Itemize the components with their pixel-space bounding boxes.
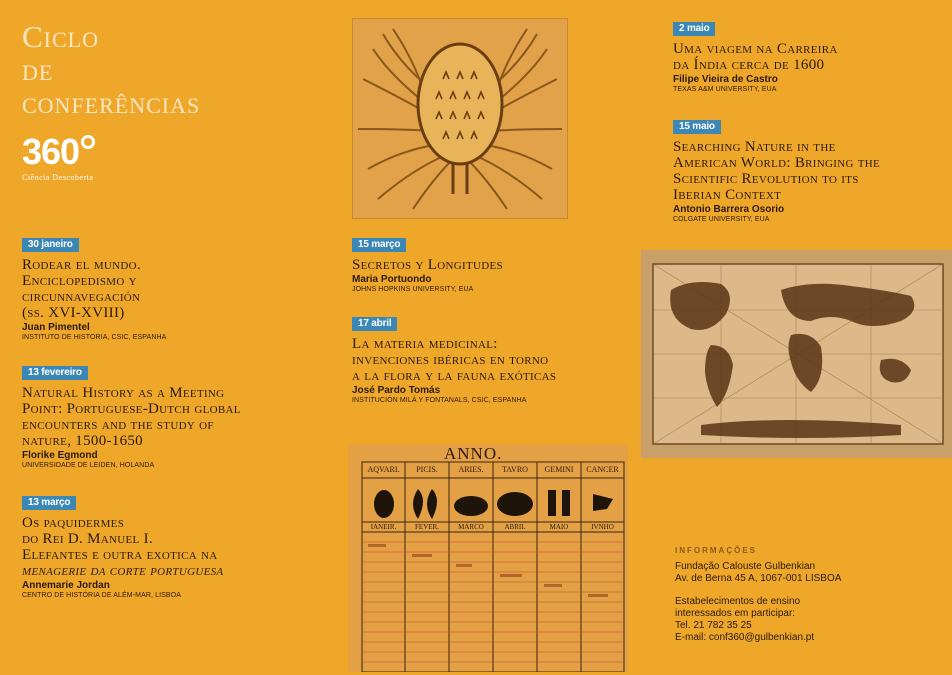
- event-speaker: José Pardo Tomás: [352, 385, 441, 396]
- event-title-line: invenciones ibéricas en torno: [352, 352, 549, 368]
- month-label: IANEIR.: [370, 523, 397, 531]
- sign-label: ARIES.: [458, 465, 484, 474]
- almanac-signs-row: [362, 465, 624, 474]
- event-title-line: da Índia cerca de 1600: [673, 57, 825, 73]
- info-phone: Tel. 21 782 35 25: [675, 620, 752, 631]
- event-title: [22, 257, 166, 321]
- title-line: conferências: [22, 85, 201, 120]
- sign-label: CANCER: [586, 465, 619, 474]
- event-institution: JOHNS HOPKINS UNIVERSITY, EUA: [352, 286, 474, 293]
- sign-label: AQVARI.: [367, 465, 400, 474]
- event-institution: CENTRO DE HISTÓRIA DE ALÉM-MAR, LISBOA: [22, 592, 181, 599]
- event-3: [22, 492, 223, 599]
- logo-number: 360: [22, 131, 80, 172]
- event-title-line: a la flora y la fauna exóticas: [352, 368, 557, 384]
- info-line: Estabelecimentos de ensino: [675, 596, 801, 607]
- event-date: 2 maio: [673, 22, 715, 36]
- sign-label: TAVRO: [502, 465, 528, 474]
- event-title: [673, 41, 838, 73]
- month-label: ABRIL: [504, 523, 526, 531]
- event-institution: INSTITUTO DE HISTORIA, CSIC, ESPANHA: [22, 334, 167, 341]
- almanac-months-row: [362, 523, 624, 531]
- event-4: [352, 234, 503, 293]
- event-title-line: nature, 1500-1650: [22, 433, 143, 449]
- event-6: [673, 18, 838, 93]
- month-label: MAIO: [549, 523, 569, 531]
- event-title-line: Scientific Revolution to its: [673, 171, 859, 187]
- logo-360: [22, 131, 95, 182]
- event-title-line: Os paquidermes: [22, 515, 125, 531]
- event-title-line: La materia medicinal:: [352, 336, 498, 352]
- month-label: MARCO: [458, 523, 484, 531]
- event-2: [22, 362, 241, 469]
- month-label: FEVER.: [415, 523, 439, 531]
- event-5: [352, 313, 556, 404]
- event-speaker: Juan Pimentel: [22, 322, 90, 333]
- event-date: 15 março: [352, 238, 406, 252]
- event-title-line: Rodear el mundo.: [22, 257, 141, 273]
- event-title-line: American World: Bringing the: [673, 155, 881, 171]
- event-institution: UNIVERSIDADE DE LEIDEN, HOLANDA: [22, 462, 155, 469]
- event-title-line: encounters and the study of: [22, 417, 214, 433]
- sign-label: GEMINI: [544, 465, 574, 474]
- logo-ring-icon: [81, 135, 95, 149]
- title-line: Ciclo: [22, 19, 100, 54]
- info-heading: INFORMAÇÕES: [675, 546, 757, 555]
- event-institution: INSTITUCIÓN MILÁ Y FONTANALS, CSIC, ESPANHA: [352, 397, 527, 404]
- event-title-line: Elefantes e outra exotica na: [22, 547, 218, 563]
- info-line: Av. de Berna 45 A, 1067-001 LISBOA: [675, 573, 842, 584]
- event-title: [22, 515, 223, 579]
- event-title-line: Uma viagem na Carreira: [673, 41, 838, 57]
- event-title-line: circunnavegación: [22, 289, 141, 305]
- event-title: [352, 336, 556, 384]
- almanac-heading: ANNO.: [444, 444, 503, 463]
- month-label: IVNHO: [591, 523, 614, 531]
- title-line: de: [22, 52, 54, 87]
- event-title: [352, 257, 503, 273]
- event-date: 30 janeiro: [22, 238, 79, 252]
- event-date: 17 abril: [352, 317, 397, 331]
- event-title-line: Searching Nature in the: [673, 139, 836, 155]
- event-title-line: Iberian Context: [673, 187, 782, 203]
- event-title-line: Enciclopedismo y: [22, 273, 137, 289]
- series-title: [22, 20, 200, 119]
- event-title-line: Point: Portuguese-Dutch global: [22, 401, 241, 417]
- event-date: 13 março: [22, 496, 76, 510]
- event-title: [22, 385, 241, 449]
- event-1: [22, 234, 166, 341]
- info-line: interessados em participar:: [675, 608, 796, 619]
- info-email: E-mail: conf360@gulbenkian.pt: [675, 632, 815, 643]
- event-date: 15 maio: [673, 120, 721, 134]
- pineapple-woodcut-image: [352, 18, 568, 219]
- event-7: [673, 116, 880, 223]
- info-line: Fundação Calouste Gulbenkian: [675, 561, 816, 572]
- almanac-table-image: [348, 444, 628, 672]
- sign-label: PICIS.: [416, 465, 438, 474]
- event-title-line: menagerie da corte portuguesa: [22, 563, 224, 579]
- event-date: 13 fevereiro: [22, 366, 88, 380]
- event-institution: COLGATE UNIVERSITY, EUA: [673, 216, 770, 223]
- event-speaker: Annemarie Jordan: [22, 580, 110, 591]
- info-block: [675, 545, 841, 644]
- event-institution: TEXAS A&M UNIVERSITY, EUA: [673, 86, 777, 93]
- world-map-image: [641, 250, 952, 458]
- event-speaker: Filipe Vieira de Castro: [673, 74, 778, 85]
- event-title-line: do Rei D. Manuel I.: [22, 531, 153, 547]
- event-speaker: Florike Egmond: [22, 450, 98, 461]
- event-title-line: Natural History as a Meeting: [22, 385, 225, 401]
- event-title: [673, 139, 880, 203]
- event-title-line: (ss. XVI-XVIII): [22, 305, 125, 321]
- event-speaker: Maria Portuondo: [352, 274, 432, 285]
- event-speaker: Antonio Barrera Osorio: [673, 204, 785, 215]
- event-title-line: Secretos y Longitudes: [352, 257, 503, 273]
- logo-subtitle: Ciência Descoberta: [22, 173, 94, 182]
